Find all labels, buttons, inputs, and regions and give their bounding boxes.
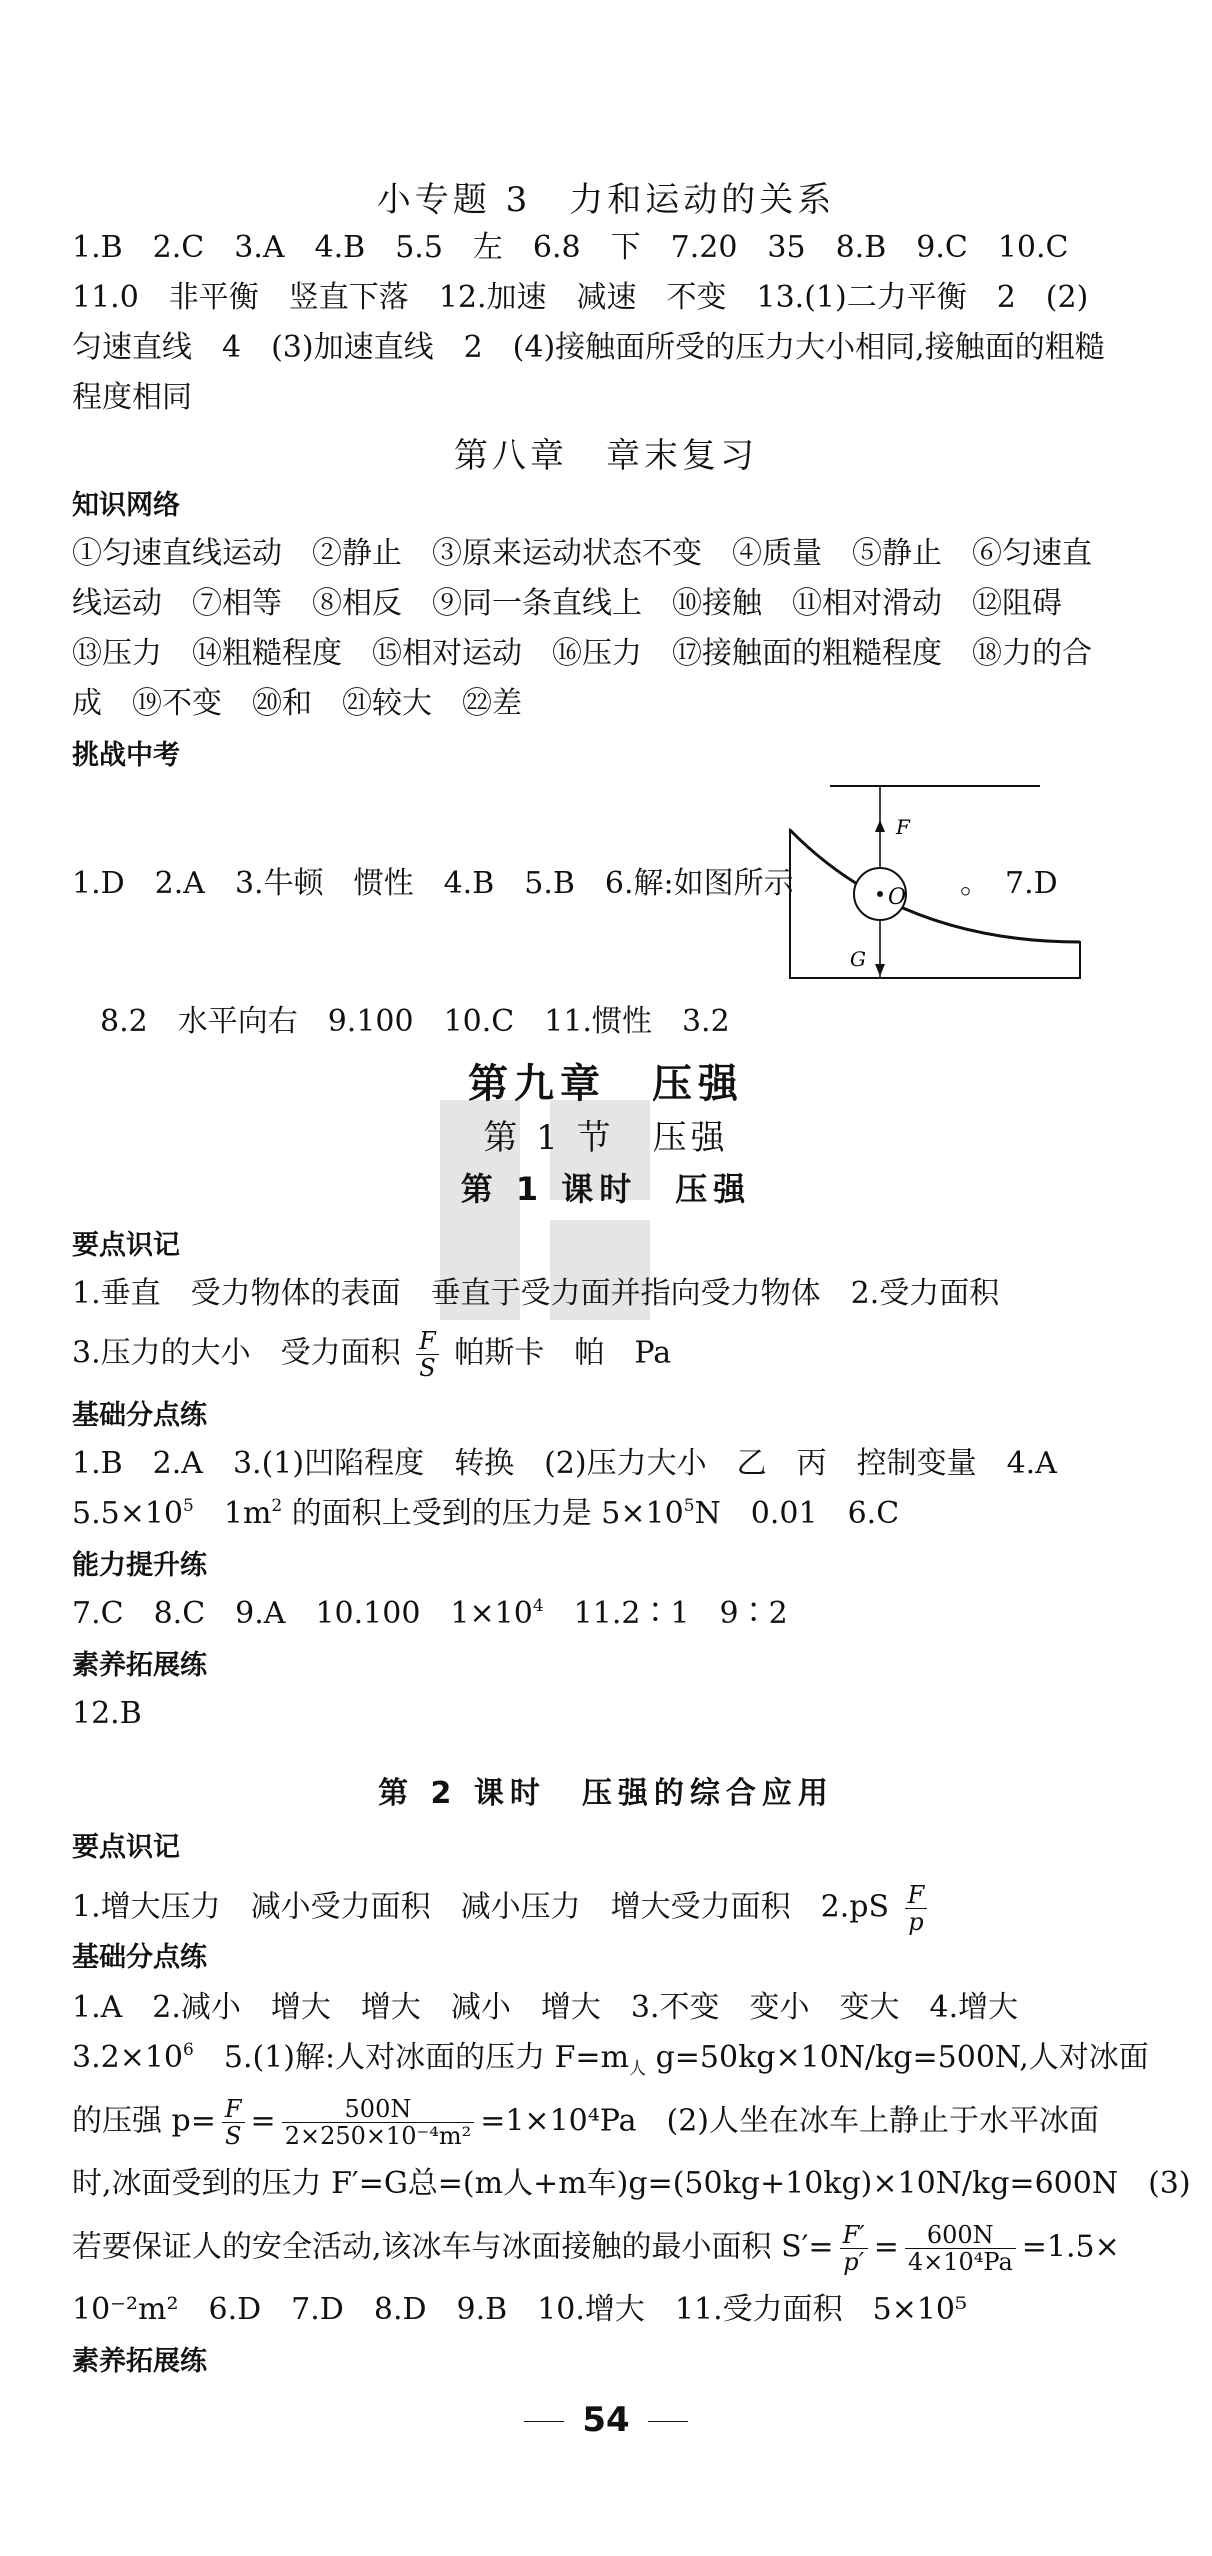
subheading: 能力提升练 bbox=[72, 1550, 207, 1581]
exponent: 4 bbox=[532, 1596, 544, 1616]
label-f: F bbox=[896, 815, 910, 839]
text: 的面积上受到的压力是 5×10 bbox=[282, 1496, 684, 1531]
exponent: 5 bbox=[183, 1496, 194, 1516]
label-g: G bbox=[850, 947, 866, 971]
fraction bbox=[282, 2096, 475, 2149]
text: 帕斯卡 帕 Pa bbox=[454, 1335, 672, 1371]
subscript: 人 bbox=[629, 2059, 647, 2079]
denominator: 4×10⁴Pa bbox=[907, 2248, 1013, 2276]
dash-left bbox=[524, 2421, 564, 2422]
answer-line bbox=[72, 2036, 1149, 2080]
denominator: p bbox=[908, 1908, 924, 1936]
force-diagram bbox=[780, 780, 1090, 990]
answer-line: 成 ⑲不变 ⑳和 ㉑较大 ㉒差 bbox=[72, 686, 522, 721]
answer-line-with-fraction bbox=[72, 1882, 933, 1935]
exponent: 6 bbox=[183, 2040, 194, 2060]
text: = bbox=[873, 2229, 899, 2265]
subheading: 要点识记 bbox=[72, 1230, 180, 1261]
answer-line: ①匀速直线运动 ②静止 ③原来运动状态不变 ④质量 ⑤静止 ⑥匀速直 bbox=[72, 536, 1092, 571]
section-title-chapter8-review: 第八章 章末复习 bbox=[454, 436, 758, 476]
answer-line: 1.D 2.A 3.牛顿 惯性 4.B 5.B 6.解:如图所示 bbox=[72, 866, 794, 901]
numerator: F bbox=[222, 2096, 245, 2123]
denominator: S bbox=[419, 1354, 436, 1382]
section-title: 第 1 节 压强 bbox=[483, 1118, 729, 1158]
text: g=50kg×10N/kg=500N,人对冰面 bbox=[646, 2040, 1149, 2075]
numerator: F bbox=[905, 1882, 928, 1909]
ball-center bbox=[877, 891, 883, 897]
text: 7.C 8.C 9.A 10.100 1×10 bbox=[72, 1596, 533, 1631]
exponent: 5 bbox=[683, 1496, 695, 1516]
chapter-title: 第九章 压强 bbox=[468, 1061, 744, 1107]
fraction bbox=[905, 2222, 1016, 2275]
text: =1×10⁴Pa (2)人坐在冰车上静止于水平冰面 bbox=[480, 2103, 1099, 2139]
numerator: 600N bbox=[905, 2222, 1016, 2249]
page-number-text: 54 bbox=[582, 2400, 630, 2440]
subheading: 挑战中考 bbox=[72, 740, 180, 771]
fraction bbox=[840, 2222, 868, 2275]
answer-line: 匀速直线 4 (3)加速直线 2 (4)接触面所受的压力大小相同,接触面的粗糙 bbox=[72, 330, 1105, 365]
text: 3.2×10 bbox=[72, 2040, 184, 2075]
denominator: p′ bbox=[843, 2248, 865, 2276]
subheading: 要点识记 bbox=[72, 1832, 180, 1863]
text: 1.增大压力 减小受力面积 减小压力 增大受力面积 2.pS bbox=[72, 1889, 890, 1925]
answer-line: 12.B bbox=[72, 1696, 142, 1731]
denominator: 2×250×10⁻⁴m² bbox=[284, 2122, 472, 2150]
numerator: F bbox=[416, 1328, 439, 1355]
lesson-title: 第 1 课时 压强 bbox=[460, 1170, 752, 1208]
numerator: 500N bbox=[282, 2096, 475, 2123]
lesson-title: 第 2 课时 压强的综合应用 bbox=[378, 1776, 834, 1811]
fraction-f-over-s bbox=[416, 1328, 439, 1381]
answer-line: 1.垂直 受力物体的表面 垂直于受力面并指向受力物体 2.受力面积 bbox=[72, 1276, 1000, 1311]
answer-line bbox=[72, 1492, 899, 1536]
answer-line bbox=[72, 1592, 788, 1636]
denominator: S bbox=[224, 2122, 242, 2150]
fraction bbox=[222, 2096, 245, 2149]
text: 5.5×10 bbox=[72, 1496, 184, 1531]
text: =1.5× bbox=[1021, 2229, 1120, 2265]
answer-line: ⑬压力 ⑭粗糙程度 ⑮相对运动 ⑯压力 ⑰接触面的粗糙程度 ⑱力的合 bbox=[72, 636, 1092, 671]
text: 11.2∶1 9∶2 bbox=[543, 1596, 788, 1631]
fraction-f-over-p bbox=[905, 1882, 928, 1935]
ramp-surface bbox=[790, 830, 1080, 942]
answer-line: 10⁻²m² 6.D 7.D 8.D 9.B 10.增大 11.受力面积 5×10⁵ bbox=[72, 2292, 968, 2327]
page-number bbox=[0, 2400, 1212, 2440]
answer-line-with-fraction bbox=[72, 2222, 1120, 2275]
subheading: 知识网络 bbox=[72, 490, 180, 521]
exponent: 2 bbox=[271, 1496, 283, 1516]
answer-line: 线运动 ⑦相等 ⑧相反 ⑨同一条直线上 ⑩接触 ⑪相对滑动 ⑫阻碍 bbox=[72, 586, 1062, 621]
dash-right bbox=[648, 2421, 688, 2422]
curved-ramp bbox=[790, 830, 1080, 978]
subheading: 基础分点练 bbox=[72, 1942, 207, 1973]
text: 若要保证人的安全活动,该冰车与冰面接触的最小面积 S′= bbox=[72, 2229, 834, 2265]
force-f-arrowhead bbox=[875, 820, 885, 832]
answer-line: 1.B 2.A 3.(1)凹陷程度 转换 (2)压力大小 乙 丙 控制变量 4.A bbox=[72, 1446, 1057, 1481]
force-g-arrowhead bbox=[875, 964, 885, 976]
text: = bbox=[250, 2103, 276, 2139]
text: 的压强 p= bbox=[72, 2103, 216, 2139]
numerator: F′ bbox=[840, 2222, 868, 2249]
answer-line: 时,冰面受到的压力 F′=G总=(m人+m车)g=(50kg+10kg)×10N/kg=600N (3) bbox=[72, 2166, 1191, 2201]
answer-line-with-fraction bbox=[72, 1328, 671, 1381]
answer-line-with-fraction bbox=[72, 2096, 1099, 2149]
label-o: O bbox=[888, 885, 907, 910]
text: 5.(1)解:人对冰面的压力 F=m bbox=[193, 2040, 630, 2075]
answer-line: 1.A 2.减小 增大 增大 减小 增大 3.不变 变小 变大 4.增大 bbox=[72, 1990, 1019, 2025]
subheading: 素养拓展练 bbox=[72, 1650, 207, 1681]
answer-line: 程度相同 bbox=[72, 380, 192, 415]
answer-line-end: 。 7.D bbox=[960, 866, 1058, 901]
text: 1m bbox=[193, 1496, 272, 1531]
section-title-topic3: 小专题 3 力和运动的关系 bbox=[376, 180, 836, 220]
text: N 0.01 6.C bbox=[694, 1496, 900, 1531]
answer-line: 8.2 水平向右 9.100 10.C 11.惯性 3.2 bbox=[100, 1004, 730, 1039]
text: 3.压力的大小 受力面积 bbox=[72, 1335, 401, 1371]
answer-line: 11.0 非平衡 竖直下落 12.加速 减速 不变 13.(1)二力平衡 2 (2) bbox=[72, 280, 1089, 315]
subheading: 素养拓展练 bbox=[72, 2346, 207, 2377]
answer-line: 1.B 2.C 3.A 4.B 5.5 左 6.8 下 7.20 35 8.B 9.C 10.C bbox=[72, 230, 1069, 265]
subheading: 基础分点练 bbox=[72, 1400, 207, 1431]
